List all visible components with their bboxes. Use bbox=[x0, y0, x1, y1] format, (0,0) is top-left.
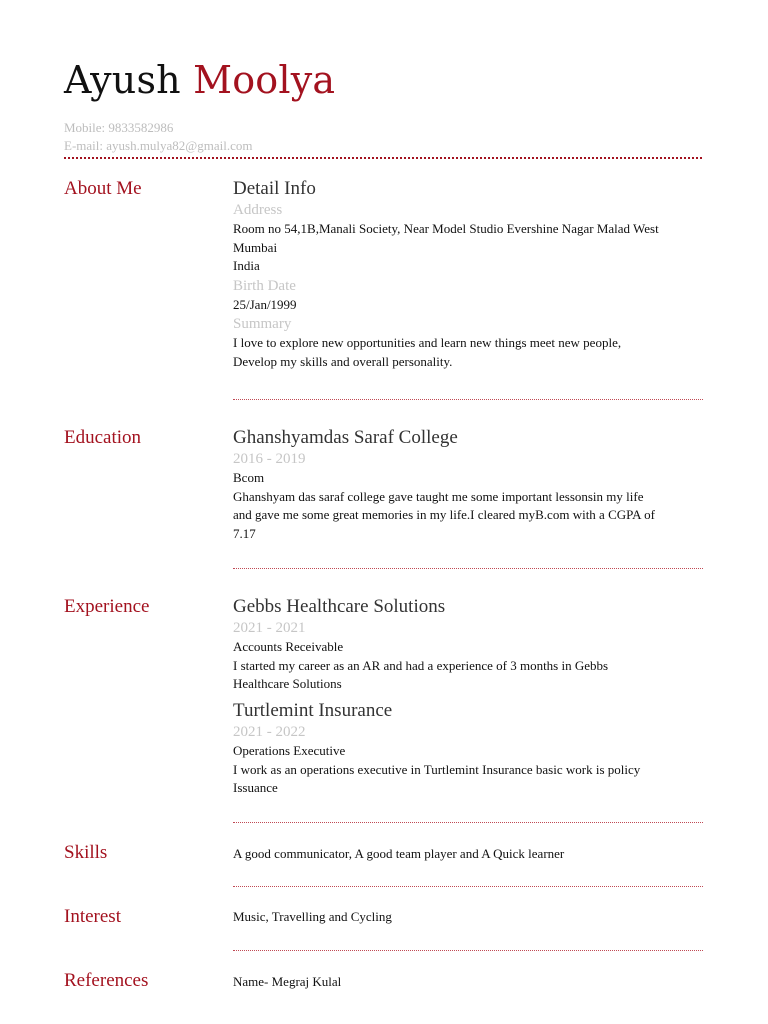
education-section-title: Education bbox=[64, 427, 142, 448]
address-city: Mumbai bbox=[233, 239, 278, 255]
education-years: 2016 - 2019 bbox=[233, 451, 306, 467]
education-desc-line: Ghanshyam das saraf college gave taught me some important lessonsin my life bbox=[233, 488, 644, 504]
job-role: Accounts Receivable bbox=[233, 639, 344, 654]
education-content bbox=[233, 427, 703, 543]
job-years: 2021 - 2021 bbox=[233, 620, 306, 636]
summary-line: Develop my skills and overall personality. bbox=[233, 353, 453, 369]
interest-text: Music, Travelling and Cycling bbox=[233, 909, 392, 924]
education-desc-line: and gave me some great memories in my life.I cleared myB.com with a CGPA of bbox=[233, 507, 655, 522]
education-desc-line: 7.17 bbox=[233, 525, 256, 541]
birth-date-label: Birth Date bbox=[233, 277, 296, 294]
references-content bbox=[233, 973, 703, 992]
section-divider bbox=[233, 886, 703, 887]
address-line: Room no 54,1B,Manali Society, Near Model Studio Evershine Nagar Malad West bbox=[233, 221, 659, 236]
references-section-title: References bbox=[64, 970, 149, 991]
detail-info-heading: Detail Info bbox=[233, 178, 316, 199]
skills-section-title: Skills bbox=[64, 842, 108, 863]
reference-text: Name- Megraj Kulal bbox=[233, 974, 342, 989]
job-years: 2021 - 2022 bbox=[233, 724, 306, 740]
job-desc-line: Issuance bbox=[233, 780, 278, 795]
summary-label: Summary bbox=[233, 316, 292, 332]
interest-section-title: Interest bbox=[64, 906, 121, 927]
summary-line: I love to explore new opportunities and learn new things meet new people, bbox=[233, 335, 622, 350]
job-role: Operations Executive bbox=[233, 743, 346, 758]
birth-date-value: 25/Jan/1999 bbox=[233, 296, 297, 312]
skills-text: A good communicator, A good team player and A Quick learner bbox=[233, 846, 565, 861]
header-divider bbox=[64, 157, 702, 159]
email-text: E-mail: ayush.mulya82@gmail.com bbox=[64, 138, 253, 153]
experience-section-title: Experience bbox=[64, 596, 150, 617]
job-desc-line: Healthcare Solutions bbox=[233, 676, 342, 691]
school-name: Ghanshyamdas Saraf College bbox=[233, 427, 458, 448]
section-divider bbox=[233, 950, 703, 951]
first-name: Ayush bbox=[64, 58, 181, 102]
job-desc-line: I started my career as an AR and had a experience of 3 months in Gebbs bbox=[233, 657, 609, 673]
candidate-name bbox=[64, 58, 335, 102]
section-divider bbox=[233, 822, 703, 823]
company-name: Gebbs Healthcare Solutions bbox=[233, 596, 446, 617]
section-divider bbox=[233, 568, 703, 569]
experience-job bbox=[233, 700, 703, 798]
degree: Bcom bbox=[233, 470, 265, 485]
last-name: Moolya bbox=[193, 58, 336, 102]
address-label: Address bbox=[233, 202, 283, 218]
job-desc-line: I work as an operations executive in Turtlemint Insurance basic work is policy bbox=[233, 761, 641, 777]
mobile-text: Mobile: 9833582986 bbox=[64, 120, 174, 135]
experience-job bbox=[233, 596, 703, 694]
about-section-title: About Me bbox=[64, 178, 142, 199]
company-name: Turtlemint Insurance bbox=[233, 700, 393, 721]
about-content bbox=[233, 178, 703, 371]
interest-content bbox=[233, 908, 703, 927]
address-country: India bbox=[233, 258, 260, 273]
section-divider bbox=[233, 399, 703, 400]
skills-content bbox=[233, 845, 703, 864]
